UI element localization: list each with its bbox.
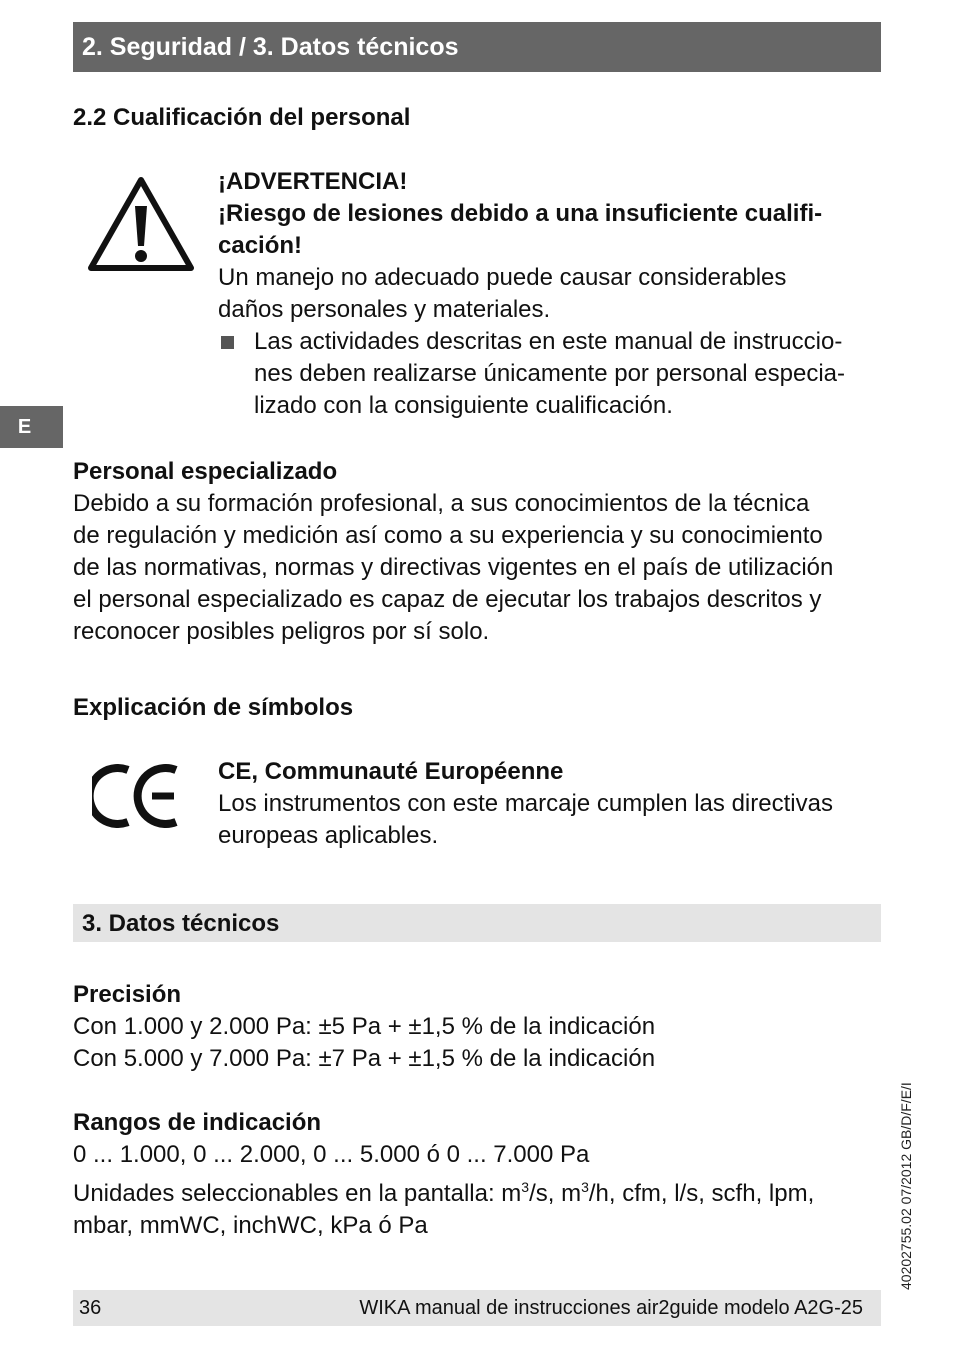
ranges-line2-a: Unidades seleccionables en la pantalla: m: [73, 1180, 522, 1207]
ce-line1: Los instrumentos con este marcaje cumplen las directivas: [218, 790, 833, 817]
bullet-line3: lizado con la consiguiente cualificación.: [254, 392, 673, 419]
warning-label: ¡ADVERTENCIA!: [218, 168, 408, 195]
warning-block: [218, 166, 883, 422]
section-3-title: 3. Datos técnicos: [82, 910, 280, 937]
precision-heading: Precisión: [73, 981, 182, 1008]
bullet-line2: nes deben realizarse únicamente por personal especia-: [254, 360, 846, 387]
superscript-3: 3: [521, 1179, 530, 1195]
personal-line: reconocer posibles peligros por sí solo.: [73, 618, 490, 645]
header-title: 2. Seguridad / 3. Datos técnicos: [82, 33, 459, 61]
section-3-bar: [73, 904, 881, 942]
ce-block: [218, 756, 883, 852]
personal-line: de regulación y medición así como a su experiencia y su conocimiento: [73, 522, 823, 549]
language-tab: E: [0, 406, 63, 448]
ranges-line3: mbar, mmWC, inchWC, kPa ó Pa: [73, 1212, 428, 1239]
precision-line2: Con 5.000 y 7.000 Pa: ±7 Pa + ±1,5 % de la indicación: [73, 1045, 656, 1072]
page-number: 36: [79, 1297, 102, 1319]
ranges-line1: 0 ... 1.000, 0 ... 2.000, 0 ... 5.000 ó 0 ... 7.000 Pa: [73, 1141, 590, 1168]
symbols-heading: Explicación de símbolos: [73, 694, 354, 721]
page-footer: [73, 1290, 881, 1326]
precision-block: [73, 979, 883, 1075]
ce-title: CE, Communauté Européenne: [218, 758, 564, 785]
bullet-square-icon: [221, 336, 234, 349]
ranges-line2-c: /h, cfm, l/s, scfh, lpm,: [588, 1180, 815, 1207]
document-code: 40202755.02 07/2012 GB/D/F/E/I: [898, 1082, 914, 1290]
footer-text: WIKA manual de instrucciones air2guide modelo A2G-25: [359, 1297, 863, 1319]
warning-body-line2: daños personales y materiales.: [218, 296, 551, 323]
warning-title-line2: cación!: [218, 232, 303, 259]
bullet-line1: Las actividades descritas en este manual de instruccio-: [254, 328, 843, 355]
personal-line: Debido a su formación profesional, a sus conocimientos de la técnica: [73, 490, 810, 517]
section-heading-2-2: 2.2 Cualificación del personal: [73, 104, 411, 131]
page-header: [73, 22, 881, 72]
warning-body-line1: Un manejo no adecuado puede causar considerables: [218, 264, 787, 291]
ranges-block: [73, 1107, 883, 1242]
warning-bullet: [218, 326, 883, 422]
ranges-line2-b: /s, m: [529, 1180, 582, 1207]
ranges-line2: [73, 1171, 883, 1210]
superscript-3: 3: [581, 1179, 589, 1195]
personal-line: de las normativas, normas y directivas vigentes en el país de utilización: [73, 554, 834, 581]
ranges-heading: Rangos de indicación: [73, 1109, 322, 1136]
warning-triangle-icon: [86, 174, 196, 274]
personal-block: [73, 456, 883, 648]
ce-line2: europeas aplicables.: [218, 822, 439, 849]
ce-mark-icon: [92, 764, 182, 828]
personal-heading: Personal especializado: [73, 458, 338, 485]
personal-line: el personal especializado es capaz de ejecutar los trabajos descritos y: [73, 586, 822, 613]
warning-title-line1: ¡Riesgo de lesiones debido a una insuficiente cualifi-: [218, 200, 823, 227]
precision-line1: Con 1.000 y 2.000 Pa: ±5 Pa + ±1,5 % de la indicación: [73, 1013, 656, 1040]
